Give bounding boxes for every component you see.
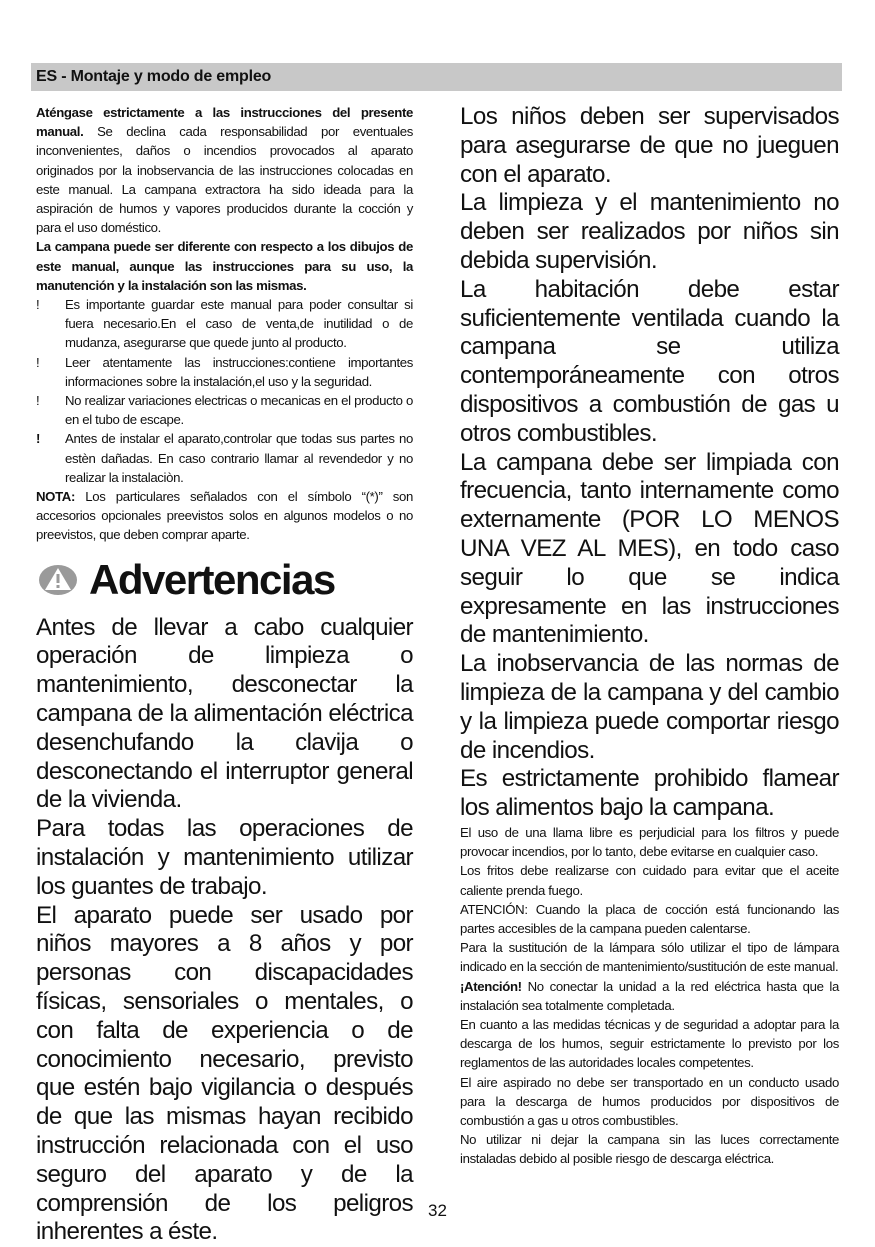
warning-paragraph: El aparato puede ser usado por niños mayores a 8 años y por personas con discapacidades físicas, sensoriales o mentales, o con falta de experiencia o de conocimiento necesario, previsto que estén bajo vigilancia o después de que las mismas hayan recibido instrucción relacionada con el uso seguro del aparato y de la comprensión de los peligros inherentes a éste. [36,901,413,1246]
note-text: Los particulares señalados con el símbolo “(*)” son accesorios opcionales preevistos solos en algunos modelos o no preevistos, que deben comprar aparte. [36,489,413,543]
warning-paragraph: Para todas las operaciones de instalación y mantenimiento utilizar los guantes de trabajo. [36,815,413,900]
safety-note: Para la sustitución de la lámpara sólo utilizar el tipo de lámpara indicado en la sección de mantenimiento/sustitución de este manual. [460,940,839,975]
warning-paragraph: La inobservancia de las normas de limpieza de la campana y del cambio y la limpieza puede comportar riesgo de incendios. [460,650,839,764]
safety-note: El uso de una llama libre es perjudicial para los filtros y puede provocar incendios, por lo tanto, debe evitarse en cualquier caso. [460,824,839,860]
precaution-list [36,295,413,487]
list-item [36,429,413,487]
intro-bold-lead: Aténgase estrictamente a las instrucciones del presente manual. [36,105,413,140]
intro-bold-paragraph: La campana puede ser diferente con respecto a los dibujos de este manual, aunque las instrucciones para su uso, la manutención y la instalación son las mismas. [36,239,413,293]
attention-label: ¡Atención! [460,978,522,994]
section-header: ES - Montaje y modo de empleo [31,63,842,91]
attention-text: No conectar la unidad a la red eléctrica hasta que la instalación sea totalmente completada. [460,978,839,1013]
exclamation-mark: ! [36,393,40,409]
list-item [36,295,413,353]
warning-paragraph: Es estrictamente prohibido flamear los alimentos bajo la campana. [460,765,839,822]
list-item [36,353,413,391]
page-title: Advertencias [89,555,335,603]
warnings-heading [36,551,413,609]
list-item-text: Es importante guardar este manual para poder consultar si fuera necesario.En el caso de venta,de inutilidad o de mudanza, asegurarse que quede junto al producto. [65,297,413,351]
warning-paragraph: La campana debe ser limpiada con frecuencia, tanto internamente como externamente (POR LO MENOS UNA VEZ AL MES), en todo caso seguir lo que se indica expresamente en las instrucciones de mantenimiento. [460,448,839,649]
exclamation-mark: ! [36,354,40,370]
safety-note: En cuanto a las medidas técnicas y de seguridad a adoptar para la descarga de los humos, seguir estrictamente lo previsto por los reglamentos de las autoridades locales competentes. [460,1016,839,1071]
exclamation-mark: ! [36,297,40,313]
note-paragraph [36,487,413,545]
note-label: NOTA: [36,489,76,505]
warnings-left-text [36,614,413,1247]
safety-note: No utilizar ni dejar la campana sin las luces correctamente instaladas debido al posible riesgo de descarga eléctrica. [460,1132,839,1167]
list-item-text: Leer atentamente las instrucciones:contiene importantes informaciones sobre la instalación,el uso y la seguridad. [65,354,413,389]
left-column [36,103,413,1247]
warning-icon [38,563,78,597]
page-number: 32 [428,1201,447,1220]
safety-note: Los fritos debe realizarse con cuidado para evitar que el aceite caliente prenda fuego. [460,863,839,898]
exclamation-mark: ! [36,431,41,447]
warning-paragraph: La limpieza y el mantenimiento no deben ser realizados por niños sin debida supervisión. [460,189,839,274]
warning-paragraph: Los niños deben ser supervisados para asegurarse de que no jueguen con el aparato. [460,103,839,188]
list-item-text: No realizar variaciones electricas o mecanicas en el producto o en el tubo de escape. [65,393,413,428]
intro-paragraph [36,103,413,237]
attention-note [460,977,839,1015]
list-item-text: Antes de instalar el aparato,controlar que todas sus partes no estèn dañadas. En caso contrario llamar al revendedor y no realizar la instalaciòn. [65,431,413,485]
safety-note: ATENCIÓN: Cuando la placa de cocción está funcionando las partes accesibles de la campana pueden calentarse. [460,901,839,936]
safety-note: El aire aspirado no debe ser transportado en un conducto usado para la descarga de humos producidos por dispositivos de combustión a gas u otros combustibles. [460,1074,839,1128]
list-item [36,391,413,429]
right-column [460,103,839,1169]
intro-text: Se declina cada responsabilidad por eventuales inconvenientes, daños o incendios provocados al aparato originados por la inobservancia de las instrucciones colocadas en este manual. La campana extractora ha sido ideada para la aspiración de humos y vapores producidos durante la cocción y para el uso doméstico. [36,124,413,236]
warning-paragraph: Antes de llevar a cabo cualquier operación de limpieza o mantenimiento, desconectar la campana de la alimentación eléctrica desenchufando la clavija o desconectando el interruptor general de la vivienda. [36,613,413,814]
warning-paragraph: La habitación debe estar suficientemente ventilada cuando la campana se utiliza contemporáneamente con otros dispositivos a combustión de gas u otros combustibles. [460,275,839,447]
